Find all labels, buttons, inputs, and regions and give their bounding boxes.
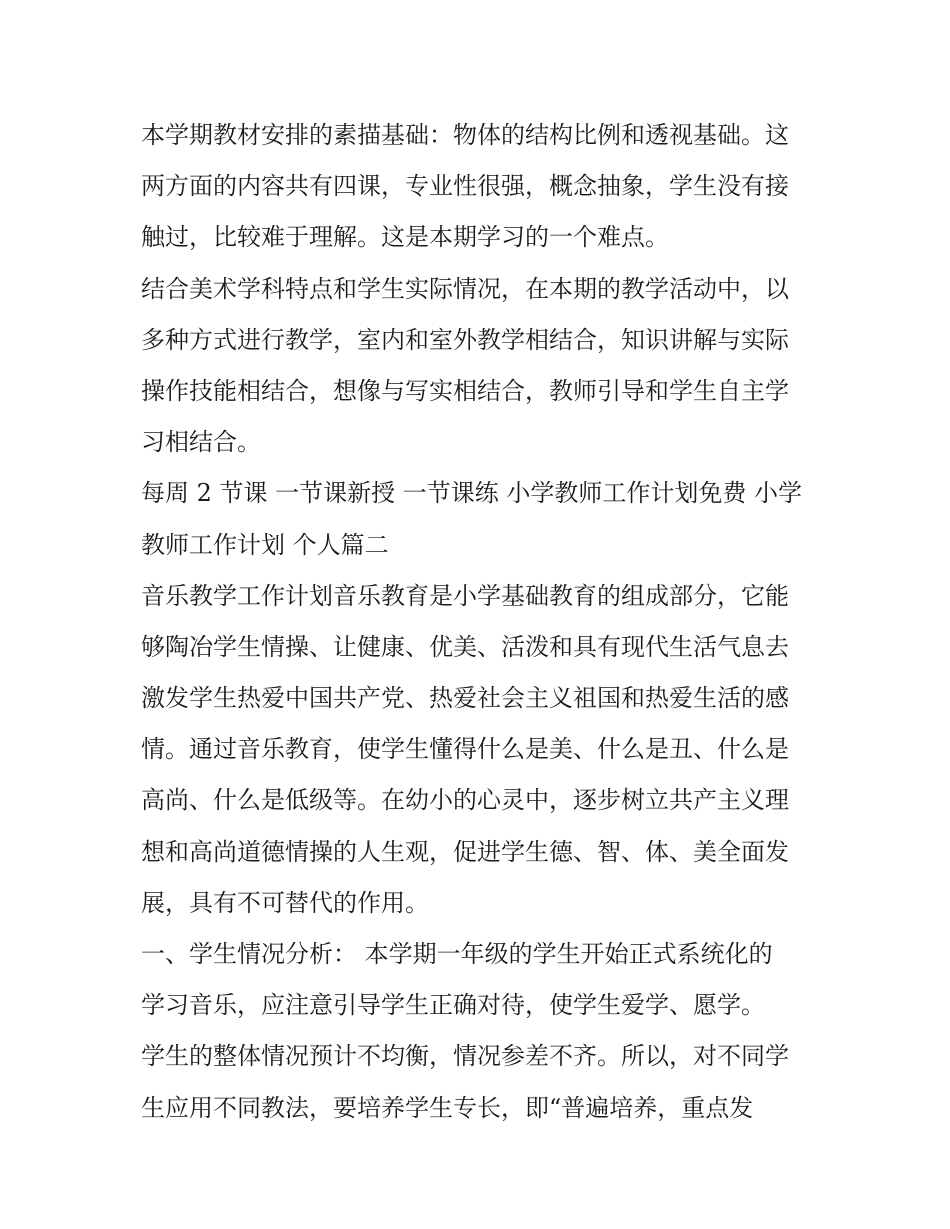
text-line: 生应用不同教法，要培养学生专长，即“普遍培养，重点发	[141, 1093, 754, 1122]
text-line: 两方面的内容共有四课，专业性很强，概念抽象，学生没有接	[141, 172, 789, 201]
text-line: 多种方式进行教学，室内和室外教学相结合，知识讲解与实际	[141, 325, 789, 354]
text-line: 操作技能相结合，想像与写实相结合，教师引导和学生自主学	[141, 376, 789, 405]
text-line: 本学期教材安排的素描基础：物体的结构比例和透视基础。这	[141, 121, 789, 149]
text-line: 激发学生热爱中国共产党、热爱社会主义祖国和热爱生活的感	[141, 684, 789, 713]
text-line: 每周 2 节课 一节课新授 一节课练 小学教师工作计划免费 小学	[141, 479, 803, 508]
text-line: 音乐教学工作计划音乐教育是小学基础教育的组成部分，它能	[141, 581, 789, 610]
text-line: 够陶冶学生情操、让健康、优美、活泼和具有现代生活气息去	[141, 632, 789, 661]
text-line: 情。通过音乐教育，使学生懂得什么是美、什么是丑、什么是	[141, 735, 789, 764]
text-line: 习相结合。	[141, 428, 261, 457]
text-line: 触过，比较难于理解。这是本期学习的一个难点。	[141, 223, 669, 252]
text-line: 教师工作计划 个人篇二	[141, 530, 389, 559]
text-line: 想和高尚道德情操的人生观，促进学生德、智、体、美全面发	[141, 837, 789, 866]
text-line: 学习音乐，应注意引导学生正确对待，使学生爱学、愿学。	[141, 991, 765, 1020]
document-body	[141, 110, 841, 1134]
text-line: 高尚、什么是低级等。在幼小的心灵中，逐步树立共产主义理	[141, 786, 789, 815]
text-line: 展，具有不可替代的作用。	[141, 888, 429, 917]
text-line: 结合美术学科特点和学生实际情况，在本期的教学活动中，以	[141, 274, 789, 303]
text-line: 一、学生情况分析： 本学期一年级的学生开始正式系统化的	[141, 940, 773, 968]
text-line: 学生的整体情况预计不均衡，情况参差不齐。所以，对不同学	[141, 1042, 789, 1071]
